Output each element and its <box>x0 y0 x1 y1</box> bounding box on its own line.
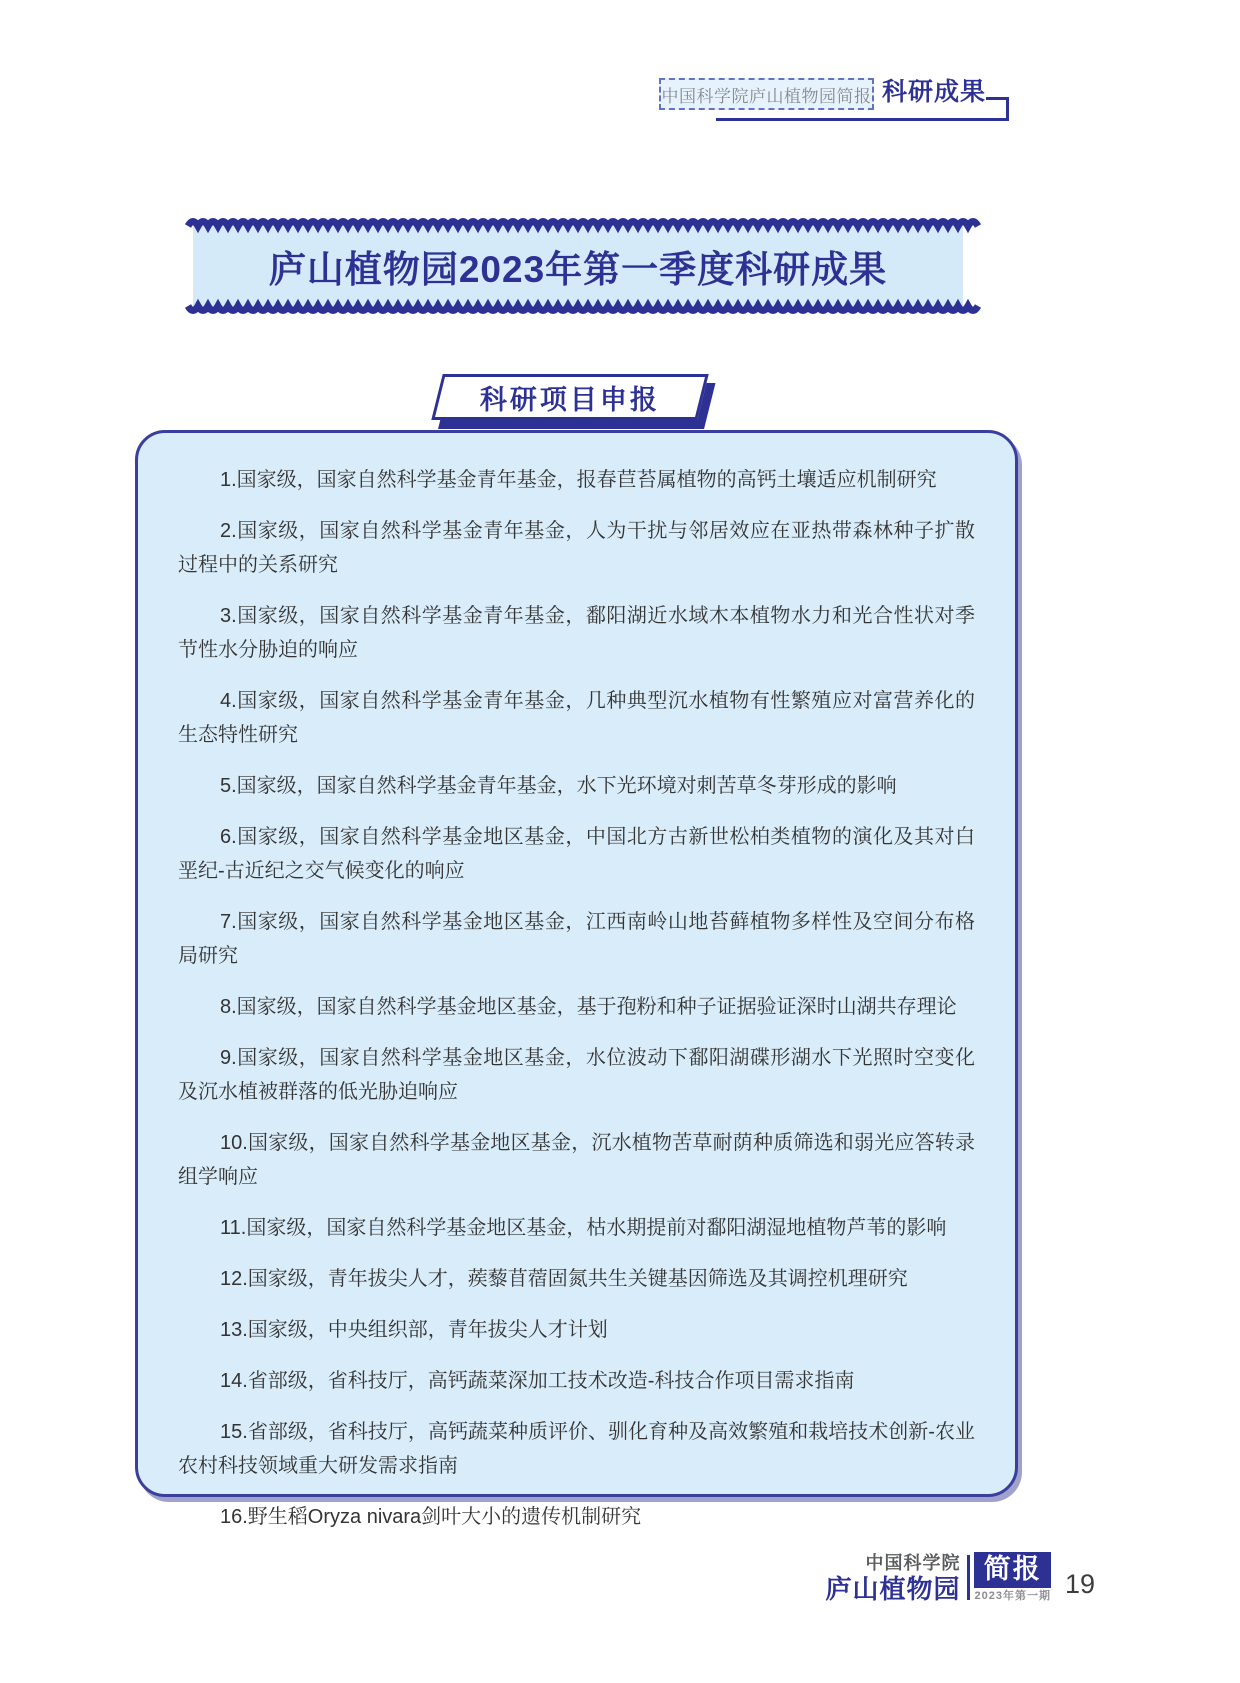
project-item: 2.国家级，国家自然科学基金青年基金，人为干扰与邻居效应在亚热带森林种子扩散过程中的关系研究 <box>178 520 975 576</box>
footer-org-parent: 中国科学院 <box>865 1553 961 1573</box>
page-footer <box>825 1552 1095 1602</box>
section-tab-label: 科研项目申报 <box>480 384 660 415</box>
project-item: 16.野生稻Oryza nivara剑叶大小的遗传机制研究 <box>220 1506 642 1528</box>
project-item: 1.国家级，国家自然科学基金青年基金，报春苣苔属植物的高钙土壤适应机制研究 <box>220 469 937 491</box>
page-number: 19 <box>1064 1569 1095 1599</box>
project-item: 7.国家级，国家自然科学基金地区基金，江西南岭山地苔藓植物多样性及空间分布格局研究 <box>178 911 975 967</box>
project-item: 12.国家级，青年拔尖人才，蒺藜苜蓿固氮共生关键基因筛选及其调控机理研究 <box>220 1268 908 1290</box>
project-item: 6.国家级，国家自然科学基金地区基金，中国北方古新世松柏类植物的演化及其对白垩纪-古近纪之交气候变化的响应 <box>178 826 975 882</box>
title-banner <box>193 222 963 310</box>
project-item: 4.国家级，国家自然科学基金青年基金，几种典型沉水植物有性繁殖应对富营养化的生态特性研究 <box>178 690 975 746</box>
running-head-step-line-cap <box>986 97 1008 100</box>
project-item: 10.国家级，国家自然科学基金地区基金，沉水植物苦草耐荫种质筛选和弱光应答转录组学响应 <box>178 1132 975 1188</box>
page-title: 庐山植物园2023年第一季度科研成果 <box>268 249 888 290</box>
running-head-step-line <box>716 97 1009 121</box>
running-head-kicker-text: 中国科学院庐山植物园简报 <box>661 86 872 106</box>
project-item: 5.国家级，国家自然科学基金青年基金，水下光环境对刺苦草冬芽形成的影响 <box>220 775 897 797</box>
project-item: 13.国家级，中央组织部，青年拔尖人才计划 <box>220 1319 608 1341</box>
project-item: 3.国家级，国家自然科学基金青年基金，鄱阳湖近水域木本植物水力和光合性状对季节性水分胁迫的响应 <box>178 605 975 661</box>
project-item: 14.省部级，省科技厅，高钙蔬菜深加工技术改造-科技合作项目需求指南 <box>220 1370 855 1392</box>
project-item: 9.国家级，国家自然科学基金地区基金，水位波动下鄱阳湖碟形湖水下光照时空变化及沉水植被群落的低光胁迫响应 <box>178 1047 975 1103</box>
footer-bulletin <box>974 1552 1050 1602</box>
footer-org-name: 庐山植物园 <box>825 1574 961 1604</box>
footer-bulletin-label: 简报 <box>974 1552 1050 1588</box>
project-item: 8.国家级，国家自然科学基金地区基金，基于孢粉和种子证据验证深时山湖共存理论 <box>220 996 957 1018</box>
footer-organization <box>825 1554 960 1602</box>
section-tab <box>431 374 708 420</box>
project-item: 15.省部级，省科技厅，高钙蔬菜种质评价、驯化育种及高效繁殖和栽培技术创新-农业农村科技领域重大研发需求指南 <box>178 1421 975 1477</box>
footer-issue-label: 2023年第一期 <box>974 1590 1051 1602</box>
projects-list <box>138 433 1015 1554</box>
banner-wave-bottom-decoration <box>193 301 963 319</box>
footer-divider <box>967 1555 970 1600</box>
projects-panel <box>135 430 1018 1528</box>
project-item: 11.国家级，国家自然科学基金地区基金，枯水期提前对鄱阳湖湿地植物芦苇的影响 <box>220 1217 947 1239</box>
running-head-section-title: 科研成果 <box>882 78 987 106</box>
